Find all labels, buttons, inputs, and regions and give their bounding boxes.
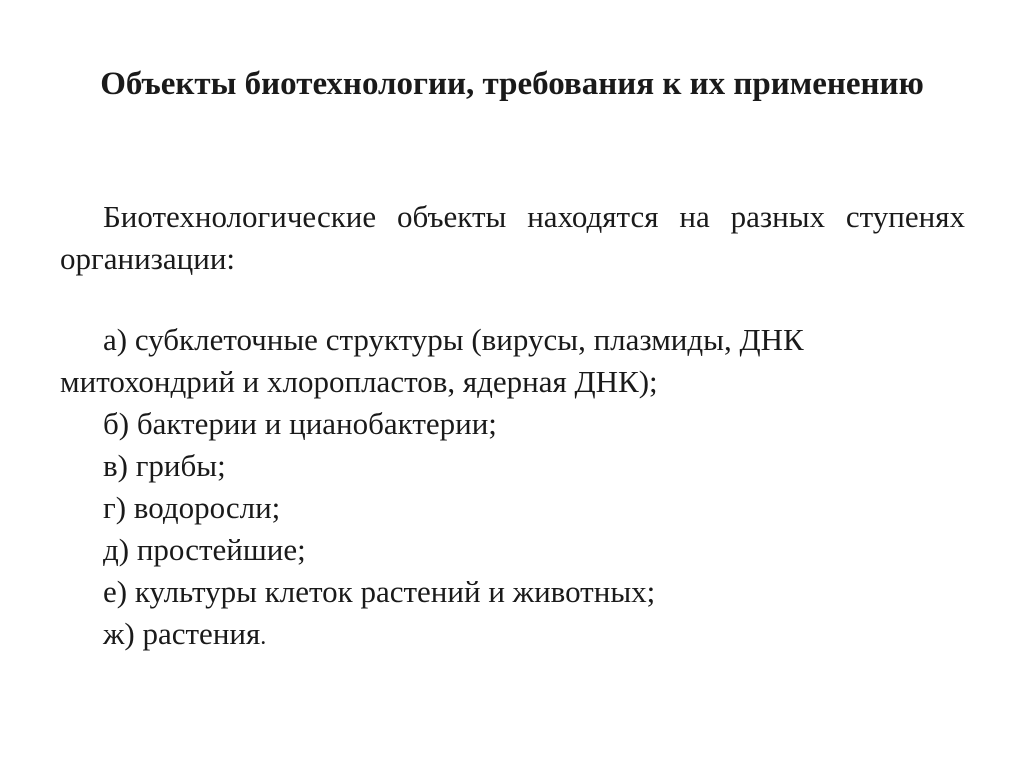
- list-item-v: в) грибы;: [103, 448, 226, 483]
- list-item-b: б) бактерии и цианобактерии;: [103, 406, 497, 441]
- list-item-d: д) простейшие;: [103, 532, 306, 567]
- list-item-a: а) субклеточные структуры (вирусы, плазмиды, ДНК митохондрий и хлоропластов, ядерная ДНК);: [60, 322, 804, 399]
- list-item-e: е) культуры клеток растений и животных;: [103, 574, 656, 609]
- list-item-zh-text: ж) растения: [103, 616, 261, 651]
- list-item-g: г) водоросли;: [103, 490, 281, 525]
- list-item-zh: [60, 613, 965, 658]
- intro-paragraph: Биотехнологические объекты находятся на разных ступенях организации:: [60, 199, 965, 276]
- list-item-zh-period: .: [260, 624, 267, 650]
- organism-list: [60, 319, 965, 658]
- slide-title: Объекты биотехнологии, требования к их применению: [100, 66, 924, 102]
